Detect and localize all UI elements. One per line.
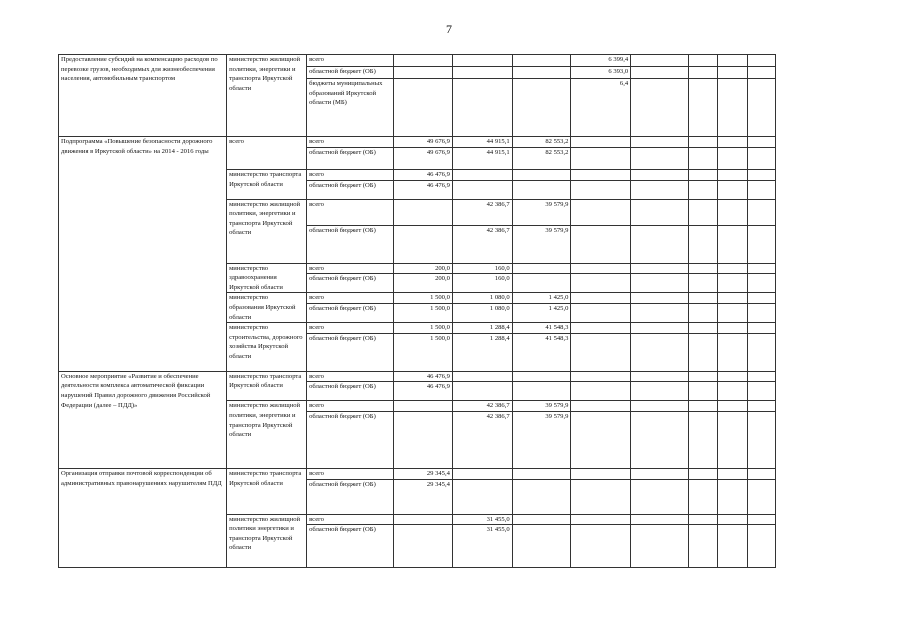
empty-cell [688, 148, 717, 170]
value-cell [571, 137, 631, 148]
value-cell [571, 304, 631, 323]
empty-cell [747, 304, 775, 323]
responsible-org: министерство транспорта Иркутской области [227, 468, 307, 514]
empty-cell [631, 304, 689, 323]
value-cell [571, 225, 631, 263]
value-cell: 29 345,4 [394, 468, 453, 479]
value-cell [512, 274, 571, 293]
value-cell: 46 476,9 [394, 180, 453, 199]
empty-cell [688, 371, 717, 382]
empty-cell [631, 293, 689, 304]
empty-cell [631, 67, 689, 79]
empty-cell [688, 401, 717, 412]
empty-cell [747, 180, 775, 199]
value-cell: 1 288,4 [452, 333, 512, 371]
empty-cell [688, 411, 717, 468]
empty-cell [718, 170, 747, 181]
funding-source: областной бюджет (ОБ) [307, 67, 394, 79]
empty-cell [747, 137, 775, 148]
funding-source: всего [307, 170, 394, 181]
value-cell [394, 67, 453, 79]
budget-table [58, 54, 776, 568]
empty-cell [747, 67, 775, 79]
responsible-org: министерство жилищной политики, энергетики и транспорта Иркутской области [227, 401, 307, 469]
value-cell: 29 345,4 [394, 479, 453, 514]
table-row [59, 55, 776, 67]
value-cell: 42 386,7 [452, 199, 512, 225]
value-cell [571, 333, 631, 371]
empty-cell [631, 199, 689, 225]
value-cell: 49 676,9 [394, 148, 453, 170]
value-cell [394, 225, 453, 263]
empty-cell [747, 55, 775, 67]
value-cell: 49 676,9 [394, 137, 453, 148]
program-name: Подпрограмма «Повышение безопасности дорожного движения в Иркутской области» на 2014 - 2016 годы [59, 137, 227, 372]
responsible-org: министерство здравоохранения Иркутской области [227, 263, 307, 293]
empty-cell [631, 525, 689, 568]
empty-cell [718, 274, 747, 293]
empty-cell [631, 514, 689, 525]
empty-cell [631, 468, 689, 479]
responsible-org: министерство жилищной политики, энергетики и транспорта Иркутской области [227, 55, 307, 137]
empty-cell [747, 199, 775, 225]
table-row [59, 468, 776, 479]
value-cell: 200,0 [394, 263, 453, 274]
responsible-org: министерство жилищной политики энергетики и транспорта Иркутской области [227, 514, 307, 568]
empty-cell [718, 468, 747, 479]
funding-source: всего [307, 401, 394, 412]
empty-cell [747, 323, 775, 334]
program-name: Основное мероприятие «Развитие и обеспечение деятельности комплекса автоматической фиксации нарушений Правил дорожного движения Российской Федерации (далее – ПДД)» [59, 371, 227, 468]
empty-cell [688, 137, 717, 148]
empty-cell [688, 225, 717, 263]
value-cell [571, 411, 631, 468]
value-cell [571, 263, 631, 274]
program-name: Организация отправки почтовой корреспонденции об административных правонарушениях нарушителям ПДД [59, 468, 227, 567]
empty-cell [747, 274, 775, 293]
value-cell: 42 386,7 [452, 225, 512, 263]
funding-source: бюджеты муниципальных образований Иркутской области (МБ) [307, 79, 394, 137]
value-cell [571, 468, 631, 479]
empty-cell [747, 382, 775, 401]
empty-cell [718, 199, 747, 225]
empty-cell [718, 137, 747, 148]
value-cell: 6 393,0 [571, 67, 631, 79]
empty-cell [631, 411, 689, 468]
value-cell: 6 399,4 [571, 55, 631, 67]
empty-cell [631, 55, 689, 67]
value-cell [452, 170, 512, 181]
empty-cell [718, 323, 747, 334]
value-cell [512, 479, 571, 514]
funding-source: всего [307, 323, 394, 334]
empty-cell [747, 468, 775, 479]
value-cell: 46 476,9 [394, 170, 453, 181]
empty-cell [688, 79, 717, 137]
empty-cell [631, 479, 689, 514]
value-cell [452, 180, 512, 199]
empty-cell [688, 55, 717, 67]
funding-source: всего [307, 137, 394, 148]
funding-source: областной бюджет (ОБ) [307, 411, 394, 468]
value-cell [512, 170, 571, 181]
value-cell [571, 525, 631, 568]
value-cell [512, 468, 571, 479]
value-cell: 1 288,4 [452, 323, 512, 334]
empty-cell [688, 180, 717, 199]
value-cell: 82 553,2 [512, 148, 571, 170]
value-cell [571, 323, 631, 334]
empty-cell [747, 263, 775, 274]
program-name: Предоставление субсидий на компенсацию расходов по перевозке грузов, необходимых для жизнеобеспечения населения, автомобильным транспортом [59, 55, 227, 137]
value-cell: 31 455,0 [452, 525, 512, 568]
empty-cell [688, 170, 717, 181]
value-cell [512, 525, 571, 568]
empty-cell [718, 148, 747, 170]
value-cell: 46 476,9 [394, 371, 453, 382]
value-cell [452, 371, 512, 382]
value-cell: 1 080,0 [452, 304, 512, 323]
empty-cell [631, 148, 689, 170]
empty-cell [718, 514, 747, 525]
value-cell: 1 500,0 [394, 304, 453, 323]
value-cell [452, 468, 512, 479]
funding-source: областной бюджет (ОБ) [307, 525, 394, 568]
value-cell: 39 579,9 [512, 401, 571, 412]
empty-cell [718, 401, 747, 412]
empty-cell [747, 371, 775, 382]
value-cell: 42 386,7 [452, 411, 512, 468]
value-cell [571, 199, 631, 225]
value-cell [394, 514, 453, 525]
empty-cell [688, 323, 717, 334]
empty-cell [718, 67, 747, 79]
value-cell [571, 293, 631, 304]
empty-cell [631, 263, 689, 274]
empty-cell [718, 525, 747, 568]
value-cell [394, 525, 453, 568]
value-cell [512, 180, 571, 199]
value-cell: 160,0 [452, 274, 512, 293]
responsible-org: министерство транспорта Иркутской области [227, 170, 307, 200]
value-cell: 44 915,1 [452, 148, 512, 170]
value-cell [512, 79, 571, 137]
empty-cell [688, 199, 717, 225]
funding-source: областной бюджет (ОБ) [307, 225, 394, 263]
empty-cell [747, 401, 775, 412]
value-cell [512, 67, 571, 79]
funding-source: всего [307, 55, 394, 67]
value-cell [394, 401, 453, 412]
value-cell [571, 148, 631, 170]
value-cell [571, 401, 631, 412]
value-cell: 1 425,0 [512, 304, 571, 323]
value-cell [571, 180, 631, 199]
value-cell: 42 386,7 [452, 401, 512, 412]
responsible-org: министерство жилищной политики, энергетики и транспорта Иркутской области [227, 199, 307, 263]
empty-cell [631, 137, 689, 148]
funding-source: всего [307, 371, 394, 382]
empty-cell [718, 304, 747, 323]
value-cell [452, 55, 512, 67]
responsible-org: министерство строительства, дорожного хозяйства Иркутской области [227, 323, 307, 372]
funding-source: областной бюджет (ОБ) [307, 148, 394, 170]
empty-cell [688, 333, 717, 371]
empty-cell [718, 333, 747, 371]
page-number: 7 [446, 22, 452, 36]
value-cell: 39 579,9 [512, 411, 571, 468]
value-cell [571, 371, 631, 382]
value-cell [452, 479, 512, 514]
value-cell: 39 579,9 [512, 199, 571, 225]
empty-cell [688, 293, 717, 304]
empty-cell [631, 225, 689, 263]
empty-cell [718, 411, 747, 468]
empty-cell [718, 55, 747, 67]
empty-cell [688, 479, 717, 514]
value-cell: 41 548,3 [512, 333, 571, 371]
funding-source: областной бюджет (ОБ) [307, 274, 394, 293]
table-row [59, 137, 776, 148]
value-cell: 6,4 [571, 79, 631, 137]
empty-cell [747, 79, 775, 137]
empty-cell [688, 274, 717, 293]
value-cell [512, 371, 571, 382]
empty-cell [688, 468, 717, 479]
empty-cell [718, 263, 747, 274]
funding-source: всего [307, 199, 394, 225]
empty-cell [688, 525, 717, 568]
value-cell [512, 382, 571, 401]
empty-cell [747, 170, 775, 181]
value-cell [571, 274, 631, 293]
funding-source: всего [307, 514, 394, 525]
empty-cell [718, 293, 747, 304]
value-cell: 46 476,9 [394, 382, 453, 401]
value-cell: 1 080,0 [452, 293, 512, 304]
value-cell [512, 55, 571, 67]
empty-cell [747, 479, 775, 514]
empty-cell [631, 371, 689, 382]
empty-cell [747, 225, 775, 263]
empty-cell [631, 382, 689, 401]
empty-cell [631, 79, 689, 137]
empty-cell [747, 293, 775, 304]
empty-cell [631, 274, 689, 293]
value-cell [571, 479, 631, 514]
empty-cell [718, 225, 747, 263]
empty-cell [747, 333, 775, 371]
empty-cell [718, 382, 747, 401]
value-cell [394, 199, 453, 225]
empty-cell [747, 411, 775, 468]
value-cell [571, 170, 631, 181]
value-cell: 1 425,0 [512, 293, 571, 304]
value-cell [571, 382, 631, 401]
value-cell: 1 500,0 [394, 333, 453, 371]
value-cell [512, 514, 571, 525]
empty-cell [631, 170, 689, 181]
empty-cell [747, 148, 775, 170]
funding-source: областной бюджет (ОБ) [307, 382, 394, 401]
empty-cell [718, 479, 747, 514]
value-cell [394, 79, 453, 137]
value-cell [452, 67, 512, 79]
value-cell: 82 553,2 [512, 137, 571, 148]
value-cell: 44 915,1 [452, 137, 512, 148]
value-cell: 1 500,0 [394, 293, 453, 304]
empty-cell [718, 371, 747, 382]
empty-cell [747, 525, 775, 568]
empty-cell [631, 180, 689, 199]
empty-cell [718, 180, 747, 199]
empty-cell [631, 401, 689, 412]
funding-source: областной бюджет (ОБ) [307, 180, 394, 199]
funding-source: областной бюджет (ОБ) [307, 304, 394, 323]
responsible-org: всего [227, 137, 307, 170]
value-cell [571, 514, 631, 525]
value-cell: 39 579,9 [512, 225, 571, 263]
table-row [59, 371, 776, 382]
empty-cell [688, 304, 717, 323]
value-cell [452, 79, 512, 137]
empty-cell [747, 514, 775, 525]
empty-cell [631, 333, 689, 371]
funding-source: всего [307, 263, 394, 274]
empty-cell [718, 79, 747, 137]
empty-cell [688, 514, 717, 525]
value-cell: 200,0 [394, 274, 453, 293]
value-cell: 1 500,0 [394, 323, 453, 334]
funding-source: областной бюджет (ОБ) [307, 333, 394, 371]
responsible-org: министерство образования Иркутской области [227, 293, 307, 323]
value-cell [394, 55, 453, 67]
funding-source: всего [307, 293, 394, 304]
value-cell [512, 263, 571, 274]
empty-cell [688, 67, 717, 79]
value-cell: 41 548,3 [512, 323, 571, 334]
empty-cell [631, 323, 689, 334]
funding-source: всего [307, 468, 394, 479]
responsible-org: министерство транспорта Иркутской области [227, 371, 307, 401]
empty-cell [688, 382, 717, 401]
empty-cell [688, 263, 717, 274]
value-cell [452, 382, 512, 401]
funding-source: областной бюджет (ОБ) [307, 479, 394, 514]
value-cell [394, 411, 453, 468]
value-cell: 31 455,0 [452, 514, 512, 525]
value-cell: 160,0 [452, 263, 512, 274]
